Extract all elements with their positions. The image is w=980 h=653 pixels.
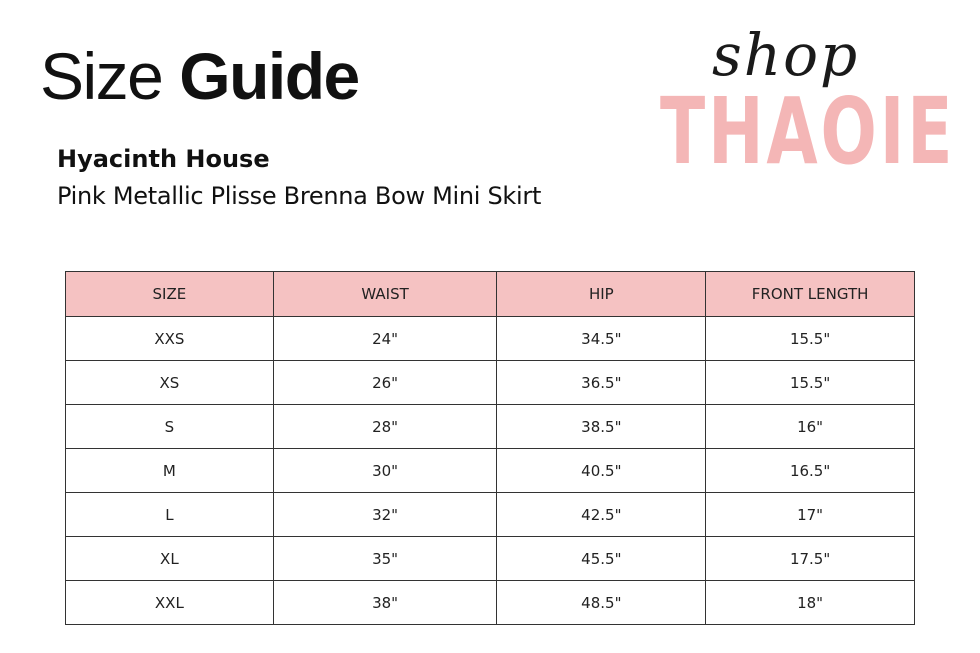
cell-size: L bbox=[66, 493, 274, 537]
header-size: SIZE bbox=[66, 272, 274, 317]
cell-size: XL bbox=[66, 537, 274, 581]
cell-size: M bbox=[66, 449, 274, 493]
product-name: Pink Metallic Plisse Brenna Bow Mini Skirt bbox=[57, 182, 542, 210]
header-front-length: FRONT LENGTH bbox=[706, 272, 915, 317]
size-table-header bbox=[66, 272, 915, 317]
header-row bbox=[66, 272, 915, 317]
header-waist: WAIST bbox=[273, 272, 497, 317]
cell-waist: 28" bbox=[273, 405, 497, 449]
table-row bbox=[66, 581, 915, 625]
cell-hip: 48.5" bbox=[497, 581, 706, 625]
cell-hip: 45.5" bbox=[497, 537, 706, 581]
shop-logo bbox=[650, 20, 956, 185]
logo-script-text: shop bbox=[712, 21, 860, 89]
cell-waist: 35" bbox=[273, 537, 497, 581]
cell-size: XS bbox=[66, 361, 274, 405]
cell-waist: 38" bbox=[273, 581, 497, 625]
size-table-body bbox=[66, 317, 915, 625]
cell-front-length: 15.5" bbox=[706, 317, 915, 361]
cell-waist: 24" bbox=[273, 317, 497, 361]
cell-front-length: 16.5" bbox=[706, 449, 915, 493]
cell-waist: 32" bbox=[273, 493, 497, 537]
cell-waist: 30" bbox=[273, 449, 497, 493]
cell-size: S bbox=[66, 405, 274, 449]
cell-size: XXL bbox=[66, 581, 274, 625]
table-row bbox=[66, 449, 915, 493]
cell-hip: 34.5" bbox=[497, 317, 706, 361]
cell-front-length: 15.5" bbox=[706, 361, 915, 405]
page-title bbox=[40, 36, 359, 116]
table-row bbox=[66, 361, 915, 405]
cell-hip: 36.5" bbox=[497, 361, 706, 405]
cell-front-length: 18" bbox=[706, 581, 915, 625]
header-hip: HIP bbox=[497, 272, 706, 317]
cell-size: XXS bbox=[66, 317, 274, 361]
table-row bbox=[66, 493, 915, 537]
cell-hip: 38.5" bbox=[497, 405, 706, 449]
page-title-bold: Guide bbox=[179, 39, 359, 113]
cell-waist: 26" bbox=[273, 361, 497, 405]
cell-front-length: 16" bbox=[706, 405, 915, 449]
cell-front-length: 17" bbox=[706, 493, 915, 537]
table-row bbox=[66, 317, 915, 361]
brand-name: Hyacinth House bbox=[57, 145, 270, 173]
table-row bbox=[66, 405, 915, 449]
cell-hip: 40.5" bbox=[497, 449, 706, 493]
page-title-light: Size bbox=[40, 39, 180, 113]
table-row bbox=[66, 537, 915, 581]
logo-block-text: THAOIE bbox=[660, 78, 956, 185]
size-table bbox=[65, 271, 915, 625]
cell-hip: 42.5" bbox=[497, 493, 706, 537]
cell-front-length: 17.5" bbox=[706, 537, 915, 581]
